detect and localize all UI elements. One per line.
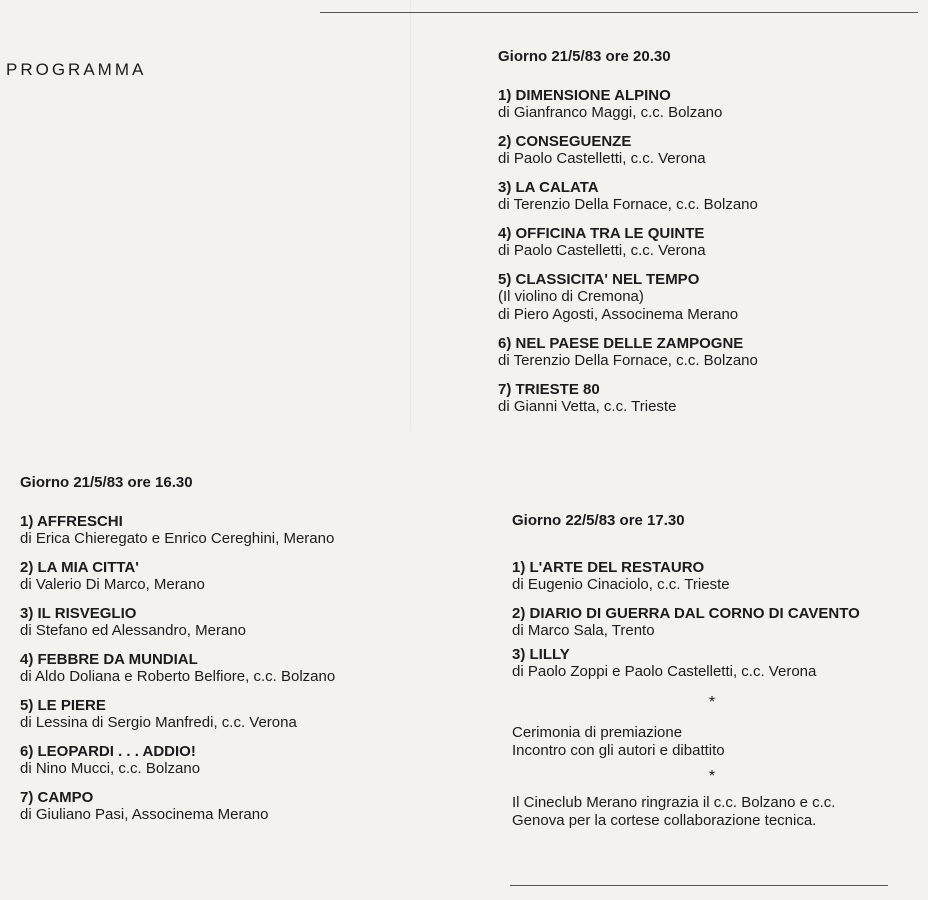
session-22-afternoon <box>512 512 922 830</box>
thanks-line: Genova per la cortese collaborazione tecnica. <box>512 812 817 829</box>
list-item <box>512 559 922 594</box>
thanks-line: Il Cineclub Merano ringrazia il c.c. Bolzano e c.c. <box>512 794 836 811</box>
asterisk-divider: * <box>708 768 716 785</box>
film-title: 4) OFFICINA TRA LE QUINTE <box>498 225 705 242</box>
film-title: 6) NEL PAESE DELLE ZAMPOGNE <box>498 335 744 352</box>
film-credit: di Gianfranco Maggi, c.c. Bolzano <box>498 104 723 121</box>
list-item <box>498 179 918 214</box>
list-item <box>498 87 918 122</box>
film-credit: di Lessina di Sergio Manfredi, c.c. Verona <box>20 714 297 731</box>
list-item <box>20 605 460 640</box>
film-title: 2) DIARIO DI GUERRA DAL CORNO DI CAVENTO <box>512 605 860 622</box>
list-item <box>20 559 460 594</box>
film-title: 3) IL RISVEGLIO <box>20 605 137 622</box>
session-title: Giorno 21/5/83 ore 16.30 <box>20 474 193 491</box>
film-subtitle: (Il violino di Cremona) <box>498 288 644 305</box>
film-credit: di Erica Chieregato e Enrico Cereghini, Merano <box>20 530 335 547</box>
film-title: 3) LILLY <box>512 646 570 663</box>
ceremony-line: Incontro con gli autori e dibattito <box>512 742 725 759</box>
film-title: 1) DIMENSIONE ALPINO <box>498 87 671 104</box>
film-credit: di Terenzio Della Fornace, c.c. Bolzano <box>498 196 758 213</box>
session-21-afternoon <box>20 474 460 835</box>
list-item <box>512 605 922 640</box>
film-title: 7) CAMPO <box>20 789 94 806</box>
list-item <box>498 133 918 168</box>
bottom-rule <box>510 885 888 886</box>
session-21-evening <box>498 48 918 427</box>
film-credit: di Paolo Zoppi e Paolo Castelletti, c.c. Verona <box>512 663 817 680</box>
film-credit: di Gianni Vetta, c.c. Trieste <box>498 398 677 415</box>
list-item <box>20 513 460 548</box>
session-title: Giorno 21/5/83 ore 20.30 <box>498 48 671 65</box>
film-title: 2) LA MIA CITTA' <box>20 559 139 576</box>
film-credit: di Aldo Doliana e Roberto Belfiore, c.c. Bolzano <box>20 668 336 685</box>
list-item <box>498 335 918 370</box>
film-title: 4) FEBBRE DA MUNDIAL <box>20 651 198 668</box>
list-item <box>498 271 918 324</box>
list-item <box>20 789 460 824</box>
asterisk-divider: * <box>708 694 716 711</box>
session-title: Giorno 22/5/83 ore 17.30 <box>512 512 685 529</box>
film-title: 1) L'ARTE DEL RESTAURO <box>512 559 705 576</box>
film-title: 3) LA CALATA <box>498 179 599 196</box>
film-title: 6) LEOPARDI . . . ADDIO! <box>20 743 196 760</box>
thanks-note <box>512 794 922 830</box>
ceremony-line: Cerimonia di premiazione <box>512 724 683 741</box>
page-title: PROGRAMMA <box>6 60 147 79</box>
film-title: 1) AFFRESCHI <box>20 513 123 530</box>
film-title: 2) CONSEGUENZE <box>498 133 632 150</box>
film-credit: di Eugenio Cinaciolo, c.c. Trieste <box>512 576 730 593</box>
list-item <box>512 646 922 681</box>
film-title: 5) CLASSICITA' NEL TEMPO <box>498 271 700 288</box>
list-item <box>20 697 460 732</box>
film-credit: di Paolo Castelletti, c.c. Verona <box>498 150 706 167</box>
film-credit: di Marco Sala, Trento <box>512 622 655 639</box>
film-credit: di Terenzio Della Fornace, c.c. Bolzano <box>498 352 758 369</box>
list-item <box>20 651 460 686</box>
film-title: 5) LE PIERE <box>20 697 106 714</box>
film-credit: di Piero Agosti, Associnema Merano <box>498 306 739 323</box>
film-credit: di Giuliano Pasi, Associnema Merano <box>20 806 269 823</box>
list-item <box>20 743 460 778</box>
film-credit: di Stefano ed Alessandro, Merano <box>20 622 246 639</box>
top-rule <box>0 0 928 18</box>
list-item <box>498 225 918 260</box>
film-title: 7) TRIESTE 80 <box>498 381 600 398</box>
film-credit: di Nino Mucci, c.c. Bolzano <box>20 760 201 777</box>
film-credit: di Paolo Castelletti, c.c. Verona <box>498 242 706 259</box>
list-item <box>498 381 918 416</box>
ceremony-note <box>512 724 922 760</box>
film-credit: di Valerio Di Marco, Merano <box>20 576 205 593</box>
